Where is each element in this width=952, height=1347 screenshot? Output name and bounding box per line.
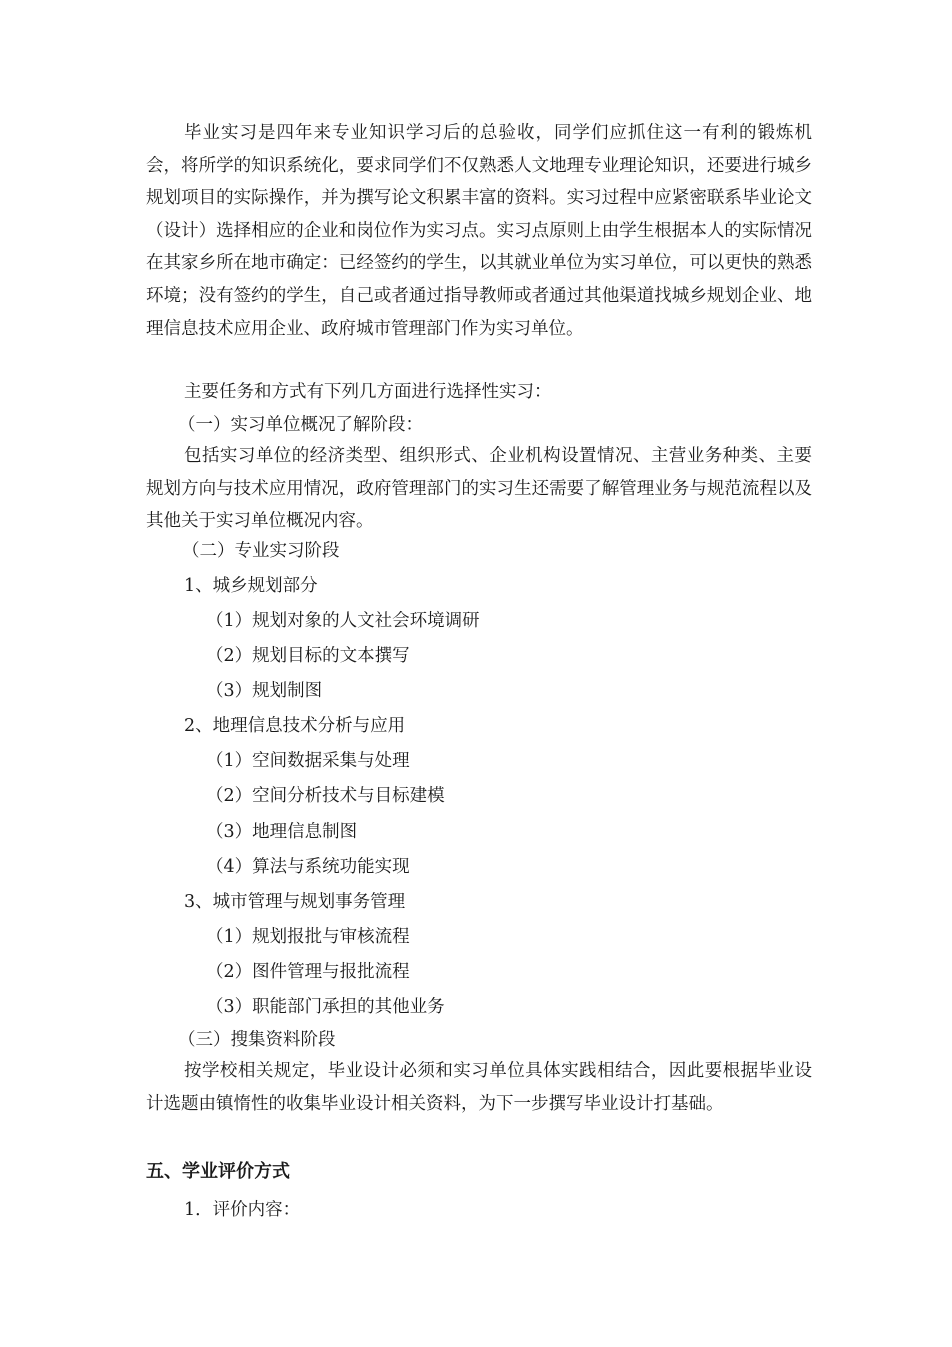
section-3-item: （1）规划报批与审核流程 <box>206 927 410 947</box>
stage3-paragraph: 按学校相关规定，毕业设计必须和实习单位具体实践相结合，因此要根据毕业设计选题由镇惰性的收集毕业设计相关资料，为下一步撰写毕业设计打基础。 <box>146 1061 812 1114</box>
section-3-item: （2）图件管理与报批流程 <box>206 962 410 982</box>
section-3-title: 3、城市管理与规划事务管理 <box>184 892 406 912</box>
section-1-item: （3）规划制图 <box>206 681 323 701</box>
section-2-item: （3）地理信息制图 <box>206 822 358 842</box>
section-1-title: 1、城乡规划部分 <box>184 576 318 596</box>
stage1-paragraph: 包括实习单位的经济类型、组织形式、企业机构设置情况、主营业务种类、主要规划方向与技术应用情况，政府管理部门的实习生还需要了解管理业务与规范流程以及其他关于实习单位概况内容。 <box>146 446 812 532</box>
section-2-item: （4）算法与系统功能实现 <box>206 857 410 877</box>
section-1-item: （1）规划对象的人文社会环境调研 <box>206 611 480 631</box>
intro-paragraph: 毕业实习是四年来专业知识学习后的总验收，同学们应抓住这一有利的锻炼机会，将所学的知识系统化，要求同学们不仅熟悉人文地理专业理论知识，还要进行城乡规划项目的实际操作，并为撰写论文积累丰富的资料。实习过程中应紧密联系毕业论文（设计）选择相应的企业和岗位作为实习点。实习点原则上由学生根据本人的实际情况在其家乡所在地市确定：已经签约的学生，以其就业单位为实习单位，可以更快的熟悉环境；没有签约的学生，自己或者通过指导教师或者通过其他渠道找城乡规划企业、地理信息技术应用企业、政府城市管理部门作为实习单位。 <box>146 123 812 339</box>
section-5-heading: 五、学业评价方式 <box>146 1161 290 1182</box>
section-3-item: （3）职能部门承担的其他业务 <box>206 997 445 1017</box>
stage3-title: （三）搜集资料阶段 <box>178 1030 336 1050</box>
stage2-title: （二）专业实习阶段 <box>182 541 340 561</box>
main-tasks-line: 主要任务和方式有下列几方面进行选择性实习： <box>184 382 552 402</box>
section-5-item-1: 1．评价内容： <box>184 1200 301 1220</box>
section-2-item: （1）空间数据采集与处理 <box>206 751 410 771</box>
stage1-title: （一）实习单位概况了解阶段： <box>178 415 423 435</box>
section-2-title: 2、地理信息技术分析与应用 <box>184 716 406 736</box>
section-2-item: （2）空间分析技术与目标建模 <box>206 786 445 806</box>
section-1-item: （2）规划目标的文本撰写 <box>206 646 410 666</box>
